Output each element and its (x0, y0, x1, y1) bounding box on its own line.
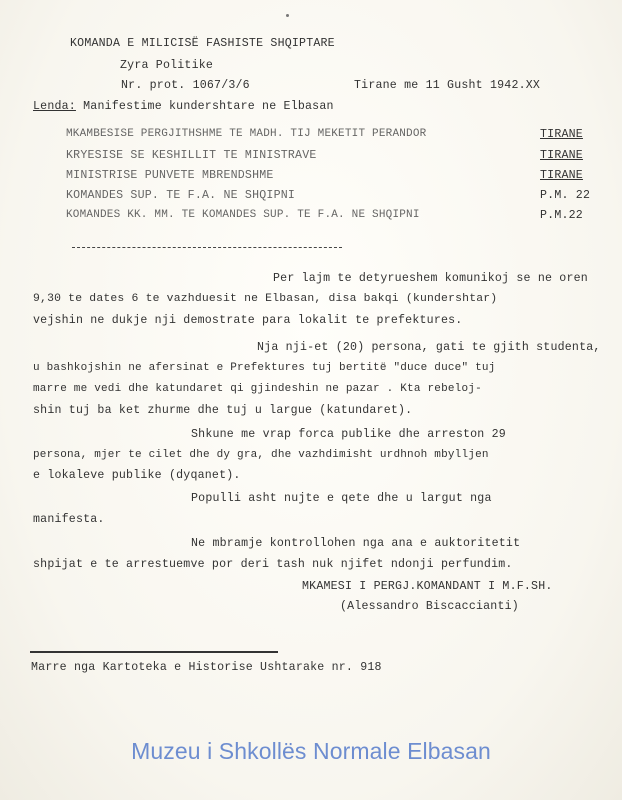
header-org: KOMANDA E MILICISË FASHISTE SHQIPTARE (70, 37, 335, 50)
ink-dot (286, 14, 289, 17)
recipient-place: TIRANE (540, 149, 583, 162)
body-line: Populli asht nujte e qete dhe u largut nga (191, 492, 492, 505)
body-line: persona, mjer te cilet dhe dy gra, dhe vazhdimisht urdhnoh mbylljen (33, 449, 489, 461)
body-line: Ne mbramje kontrollohen nga ana e auktoritetit (191, 537, 521, 550)
body-line: Nja nji-et (20) persona, gati te gjith studenta, (257, 341, 601, 354)
recipient-place: TIRANE (540, 128, 583, 141)
recipient-place: P.M.22 (540, 209, 583, 222)
body-line: u bashkojshin ne afersinat e Prefektures tuj bertitë "duce duce" tuj (33, 362, 496, 374)
footer-divider (30, 651, 278, 653)
body-line: Per lajm te detyrueshem komunikoj se ne oren (273, 272, 588, 285)
subject-line (33, 100, 334, 113)
body-line: marre me vedi dhe katundaret qi gjindeshin ne pazar . Kta rebeloj- (33, 383, 482, 395)
recipient-name: KOMANDES SUP. TE F.A. NE SHQIPNI (66, 189, 296, 202)
recipient-name: KRYESISE SE KESHILLIT TE MINISTRAVE (66, 149, 317, 162)
subject-text: Manifestime kundershtare ne Elbasan (83, 100, 334, 113)
body-line: e lokaleve publike (dyqanet). (33, 469, 241, 482)
header-ref: Nr. prot. 1067/3/6 (121, 79, 250, 92)
body-line: vejshin ne dukje nji demostrate para lokalit te prefektures. (33, 314, 463, 327)
footer-source: Marre nga Kartoteka e Historise Ushtarake nr. 918 (31, 661, 382, 674)
header-date: Tirane me 11 Gusht 1942.XX (354, 79, 541, 92)
recipient-place: P.M. 22 (540, 189, 591, 202)
recipient-name: KOMANDES KK. MM. TE KOMANDES SUP. TE F.A. NE SHQIPNI (66, 209, 420, 221)
body-line: shin tuj ba ket zhurme dhe tuj u largue (katundaret). (33, 404, 413, 417)
body-line: 9,30 te dates 6 te vazhduesit ne Elbasan, disa bakqi (kundershtar) (33, 293, 498, 305)
subject-label: Lenda: (33, 100, 76, 113)
body-line: manifesta. (33, 513, 105, 526)
body-line: Shkune me vrap forca publike dhe arreston 29 (191, 428, 506, 441)
body-line: shpijat e te arrestuemve por deri tash nuk njifet ndonji perfundim. (33, 558, 513, 571)
dashed-divider (72, 247, 342, 248)
recipient-name: MINISTRISE PUNVETE MBRENDSHME (66, 169, 274, 182)
museum-watermark: Muzeu i Shkollës Normale Elbasan (131, 738, 491, 764)
signature-name: (Alessandro Biscaccianti) (340, 600, 519, 613)
recipient-place: TIRANE (540, 169, 583, 182)
header-office: Zyra Politike (120, 59, 214, 72)
signature-title: MKAMESI I PERGJ.KOMANDANT I M.F.SH. (302, 580, 553, 593)
recipient-name: MKAMBESISE PERGJITHSHME TE MADH. TIJ MEKETIT PERANDOR (66, 128, 427, 140)
